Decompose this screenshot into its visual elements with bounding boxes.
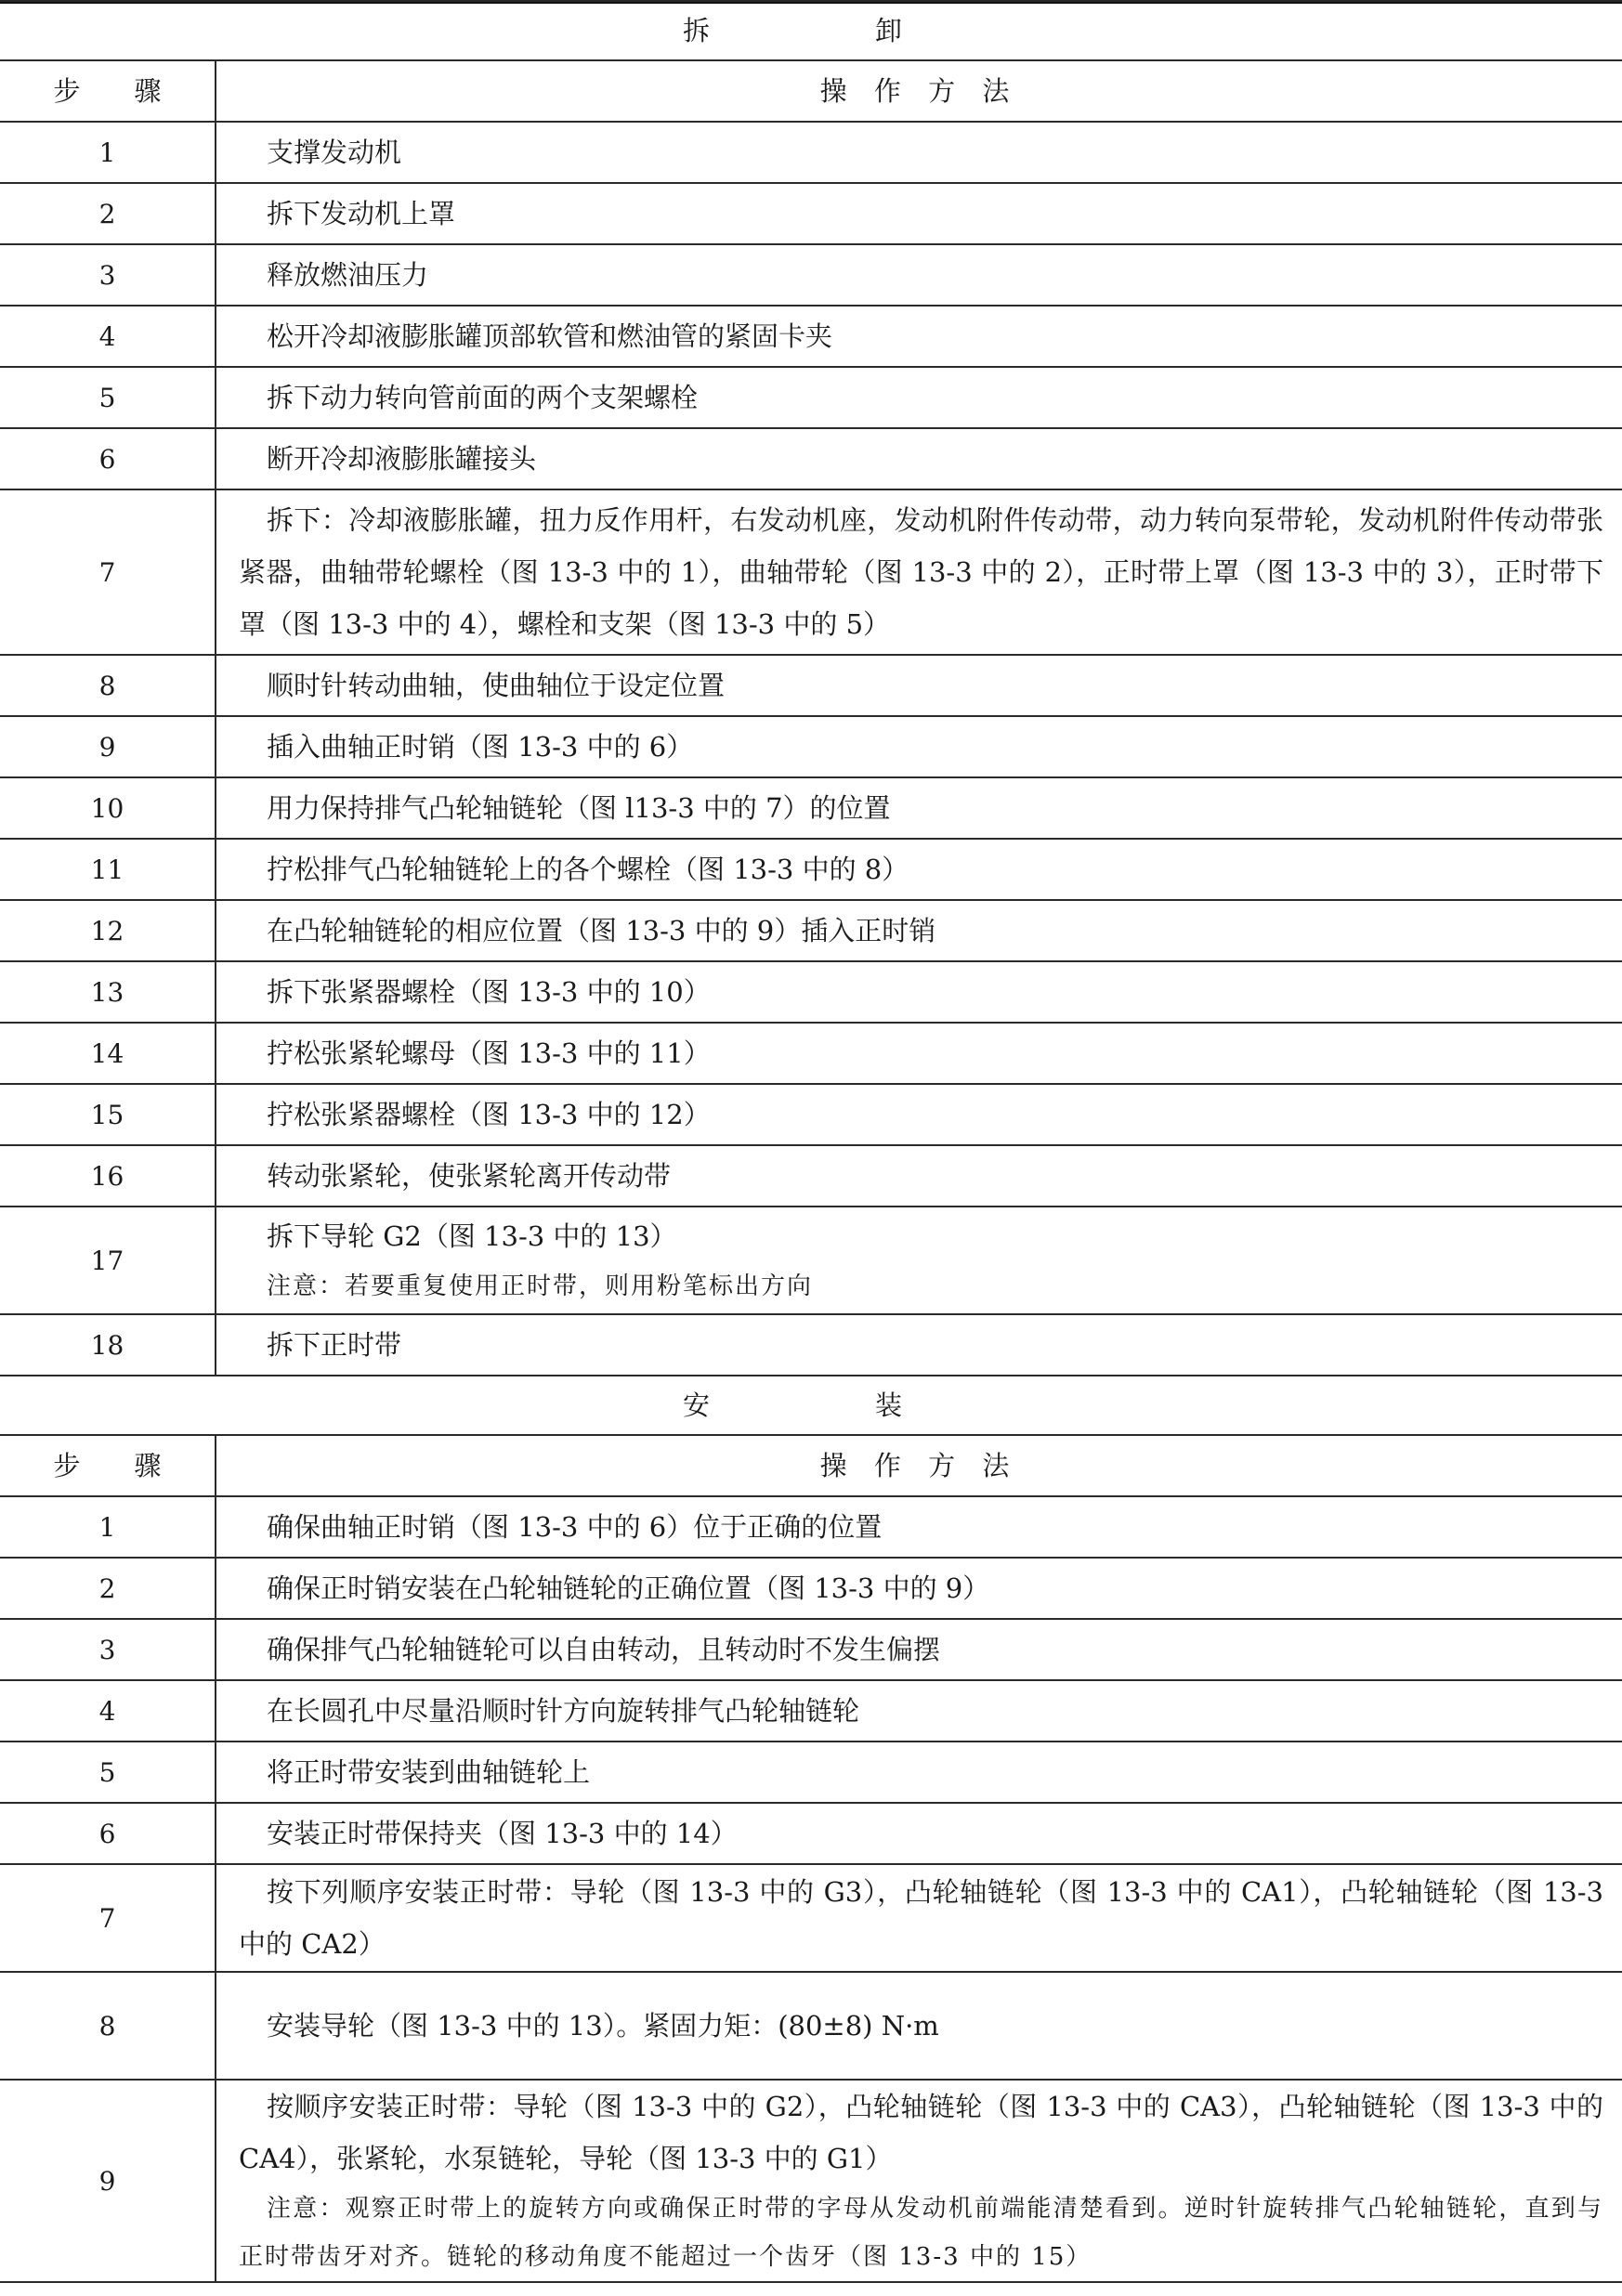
step-number: 12 [0, 900, 216, 961]
step-number: 5 [0, 367, 216, 428]
step-text: 确保曲轴正时销（图 13-3 中的 6）位于正确的位置 [216, 1496, 1622, 1558]
table-row [0, 1084, 1622, 1145]
step-number: 7 [0, 489, 216, 655]
step-number: 10 [0, 777, 216, 839]
section-title-removal: 拆 卸 [0, 1, 1622, 60]
table-row [0, 1680, 1622, 1742]
step-text: 顺时针转动曲轴，使曲轴位于设定位置 [216, 655, 1622, 716]
step-text: 拧松排气凸轮轴链轮上的各个螺栓（图 13-3 中的 8） [216, 839, 1622, 900]
table-row [0, 428, 1622, 489]
step-text: 在凸轮轴链轮的相应位置（图 13-3 中的 9）插入正时销 [216, 900, 1622, 961]
table-row [0, 655, 1622, 716]
table-row [0, 1972, 1622, 2080]
table-row [0, 1145, 1622, 1207]
step-number: 8 [0, 1972, 216, 2080]
table-row [0, 900, 1622, 961]
step-cell [216, 1207, 1622, 1314]
table-row [0, 839, 1622, 900]
step-text: 拆下导轮 G2（图 13-3 中的 13） [267, 1220, 677, 1252]
table-row [0, 122, 1622, 183]
header-step: 步 骤 [0, 1435, 216, 1496]
table-row [0, 1864, 1622, 1972]
step-number: 16 [0, 1145, 216, 1207]
table-row [0, 489, 1622, 655]
step-text: 松开冷却液膨胀罐顶部软管和燃油管的紧固卡夹 [216, 306, 1622, 367]
table-row [0, 1496, 1622, 1558]
step-text: 拆下张紧器螺栓（图 13-3 中的 10） [216, 961, 1622, 1023]
step-text: 在长圆孔中尽量沿顺时针方向旋转排气凸轮轴链轮 [216, 1680, 1622, 1742]
table-row [0, 1314, 1622, 1376]
table-row [0, 367, 1622, 428]
table-row [0, 183, 1622, 244]
table-row [0, 2080, 1622, 2282]
step-text: 确保排气凸轮轴链轮可以自由转动，且转动时不发生偏摆 [216, 1619, 1622, 1680]
step-text: 拆下：冷却液膨胀罐，扭力反作用杆，右发动机座，发动机附件传动带，动力转向泵带轮，发动机附件传动带张紧器，曲轴带轮螺栓（图 13-3 中的 1），曲轴带轮（图 13-3 中的 2），正时带上罩（图 13-3 中的 3），正时带下罩（图 13-3 中的 4），螺栓和支架（图 13-3 中的 5） [216, 489, 1622, 655]
step-number: 13 [0, 961, 216, 1023]
step-number: 6 [0, 1803, 216, 1864]
step-text: 拆下正时带 [216, 1314, 1622, 1376]
step-number: 4 [0, 1680, 216, 1742]
table-row [0, 716, 1622, 777]
header-row [0, 1435, 1622, 1496]
step-number: 9 [0, 2080, 216, 2282]
step-number: 3 [0, 1619, 216, 1680]
step-number: 4 [0, 306, 216, 367]
step-text: 确保正时销安装在凸轮轴链轮的正确位置（图 13-3 中的 9） [216, 1558, 1622, 1619]
step-number: 17 [0, 1207, 216, 1314]
step-text: 用力保持排气凸轮轴链轮（图 l13-3 中的 7）的位置 [216, 777, 1622, 839]
step-text: 按下列顺序安装正时带：导轮（图 13-3 中的 G3），凸轮轴链轮（图 13-3 中的 CA1），凸轮轴链轮（图 13-3 中的 CA2） [216, 1864, 1622, 1972]
step-cell [216, 2080, 1622, 2282]
step-text: 将正时带安装到曲轴链轮上 [216, 1742, 1622, 1803]
step-text: 释放燃油压力 [216, 244, 1622, 306]
step-note: 注意：若要重复使用正时带，则用粉笔标出方向 [267, 1272, 814, 1300]
step-text: 拧松张紧器螺栓（图 13-3 中的 12） [216, 1084, 1622, 1145]
step-number: 1 [0, 122, 216, 183]
section-title-row [0, 1, 1622, 60]
step-text: 安装正时带保持夹（图 13-3 中的 14） [216, 1803, 1622, 1864]
step-text: 插入曲轴正时销（图 13-3 中的 6） [216, 716, 1622, 777]
table-row [0, 1742, 1622, 1803]
step-number: 18 [0, 1314, 216, 1376]
step-number: 6 [0, 428, 216, 489]
table-row [0, 1023, 1622, 1084]
step-number: 8 [0, 655, 216, 716]
step-text: 按顺序安装正时带：导轮（图 13-3 中的 G2），凸轮轴链轮（图 13-3 中的 CA3），凸轮轴链轮（图 13-3 中的 CA4），张紧轮，水泵链轮，导轮（图 13-3 中的 G1） [239, 2091, 1604, 2174]
step-text: 转动张紧轮，使张紧轮离开传动带 [216, 1145, 1622, 1207]
table-row [0, 1207, 1622, 1314]
step-text: 拆下动力转向管前面的两个支架螺栓 [216, 367, 1622, 428]
step-text: 拆下发动机上罩 [216, 183, 1622, 244]
step-number: 14 [0, 1023, 216, 1084]
table-row [0, 1558, 1622, 1619]
step-number: 3 [0, 244, 216, 306]
table-row [0, 777, 1622, 839]
step-number: 15 [0, 1084, 216, 1145]
step-number: 5 [0, 1742, 216, 1803]
step-text: 支撑发动机 [216, 122, 1622, 183]
table-row [0, 306, 1622, 367]
step-text: 拧松张紧轮螺母（图 13-3 中的 11） [216, 1023, 1622, 1084]
section-title-row [0, 1376, 1622, 1435]
step-number: 2 [0, 183, 216, 244]
table-row [0, 1803, 1622, 1864]
step-number: 11 [0, 839, 216, 900]
step-number: 7 [0, 1864, 216, 1972]
step-number: 2 [0, 1558, 216, 1619]
section-title-installation: 安 装 [0, 1376, 1622, 1435]
header-operation: 操 作 方 法 [216, 1435, 1622, 1496]
step-text: 安装导轮（图 13-3 中的 13）。紧固力矩：(80±8) N·m [216, 1972, 1622, 2080]
table-row [0, 961, 1622, 1023]
table-row [0, 244, 1622, 306]
header-step: 步 骤 [0, 60, 216, 122]
step-text: 断开冷却液膨胀罐接头 [216, 428, 1622, 489]
step-note: 注意：观察正时带上的旋转方向或确保正时带的字母从发动机前端能清楚看到。逆时针旋转排气凸轮轴链轮，直到与正时带齿牙对齐。链轮的移动角度不能超过一个齿牙（图 13-3 中的 15） [239, 2195, 1604, 2271]
table-row [0, 1619, 1622, 1680]
step-number: 1 [0, 1496, 216, 1558]
header-operation: 操 作 方 法 [216, 60, 1622, 122]
header-row [0, 60, 1622, 122]
step-number: 9 [0, 716, 216, 777]
